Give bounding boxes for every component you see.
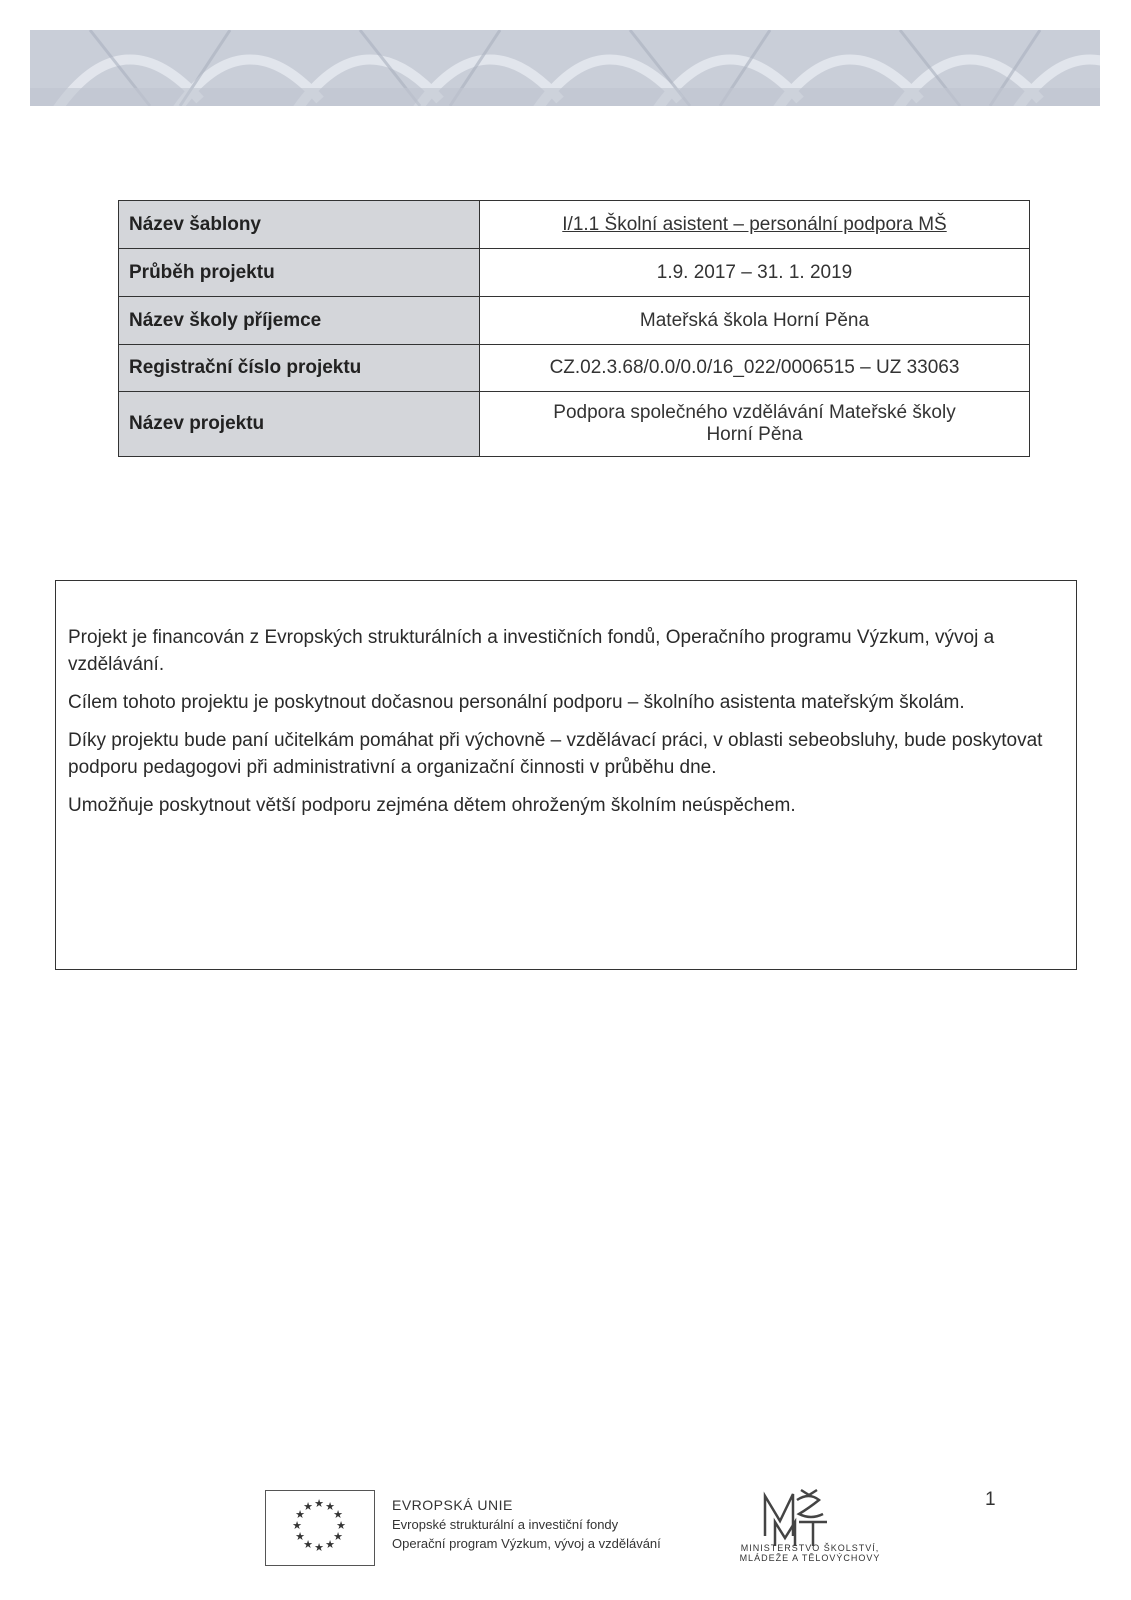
page-number: 1 [985, 1489, 996, 1510]
table-row [119, 201, 1030, 249]
svg-text:★: ★ [295, 1530, 305, 1543]
table-row [119, 297, 1030, 345]
paragraph: Díky projektu bude paní učitelkám pomáhat při výchovně – vzdělávací práci, v oblasti sebeobsluhy, bude poskytovat podporu pedagogovi při administrativní a organizační činnosti v průběhu dne. [68, 730, 1043, 778]
row-value: Mateřská škola Horní Pěna [480, 297, 1030, 345]
row-value [480, 392, 1030, 457]
svg-text:★: ★ [325, 1538, 335, 1551]
row-label: Registrační číslo projektu [119, 345, 480, 392]
svg-text:★: ★ [303, 1500, 313, 1513]
eu-stars-icon [266, 1491, 373, 1564]
eu-line-1: Evropské strukturální a investiční fondy [392, 1517, 619, 1532]
svg-text:★: ★ [303, 1538, 313, 1551]
project-name-line-2: Horní Pěna [706, 424, 803, 445]
banner-pattern [30, 30, 1100, 106]
paragraph: Umožňuje poskytnout větší podporu zejména dětem ohroženým školním neúspěchem. [68, 795, 796, 816]
table-row [119, 392, 1030, 457]
paragraph: Projekt je financován z Evropských strukturálních a investičních fondů, Operačního programu Výzkum, vývoj a vzdělávání. [68, 627, 995, 675]
table-row [119, 249, 1030, 297]
svg-text:★: ★ [314, 1497, 324, 1510]
ministry-name [720, 1543, 900, 1563]
row-label: Název školy příjemce [119, 297, 480, 345]
row-value: I/1.1 Školní asistent – personální podpora MŠ [480, 201, 1030, 249]
row-label: Průběh projektu [119, 249, 480, 297]
svg-text:★: ★ [314, 1541, 324, 1554]
project-name-line-1: Podpora společného vzdělávání Mateřské školy [553, 402, 956, 423]
table-row [119, 345, 1030, 392]
row-label: Název šablony [119, 201, 480, 249]
svg-text:★: ★ [295, 1508, 305, 1521]
project-description-box [55, 580, 1077, 970]
ministry-line-1: MINISTERSTVO ŠKOLSTVÍ, [740, 1543, 880, 1553]
eu-title: EVROPSKÁ UNIE [392, 1497, 513, 1513]
svg-text:★: ★ [292, 1519, 302, 1532]
svg-text:★: ★ [325, 1500, 335, 1513]
row-value: CZ.02.3.68/0.0/0.0/16_022/0006515 – UZ 33063 [480, 345, 1030, 392]
svg-text:★: ★ [333, 1530, 343, 1543]
eu-flag-logo [265, 1490, 375, 1566]
paragraph: Cílem tohoto projektu je poskytnout dočasnou personální podporu – školního asistenta mateřským školám. [68, 692, 965, 713]
project-info-table [118, 200, 1030, 457]
eu-funding-text [392, 1496, 661, 1553]
ministry-line-2: MLÁDEŽE A TĚLOVÝCHOVY [739, 1553, 881, 1563]
eu-line-2: Operační program Výzkum, vývoj a vzdělávání [392, 1536, 661, 1551]
header-banner [30, 30, 1100, 106]
row-label: Název projektu [119, 392, 480, 457]
svg-text:★: ★ [333, 1508, 343, 1521]
row-value: 1.9. 2017 – 31. 1. 2019 [480, 249, 1030, 297]
svg-text:★: ★ [336, 1519, 346, 1532]
